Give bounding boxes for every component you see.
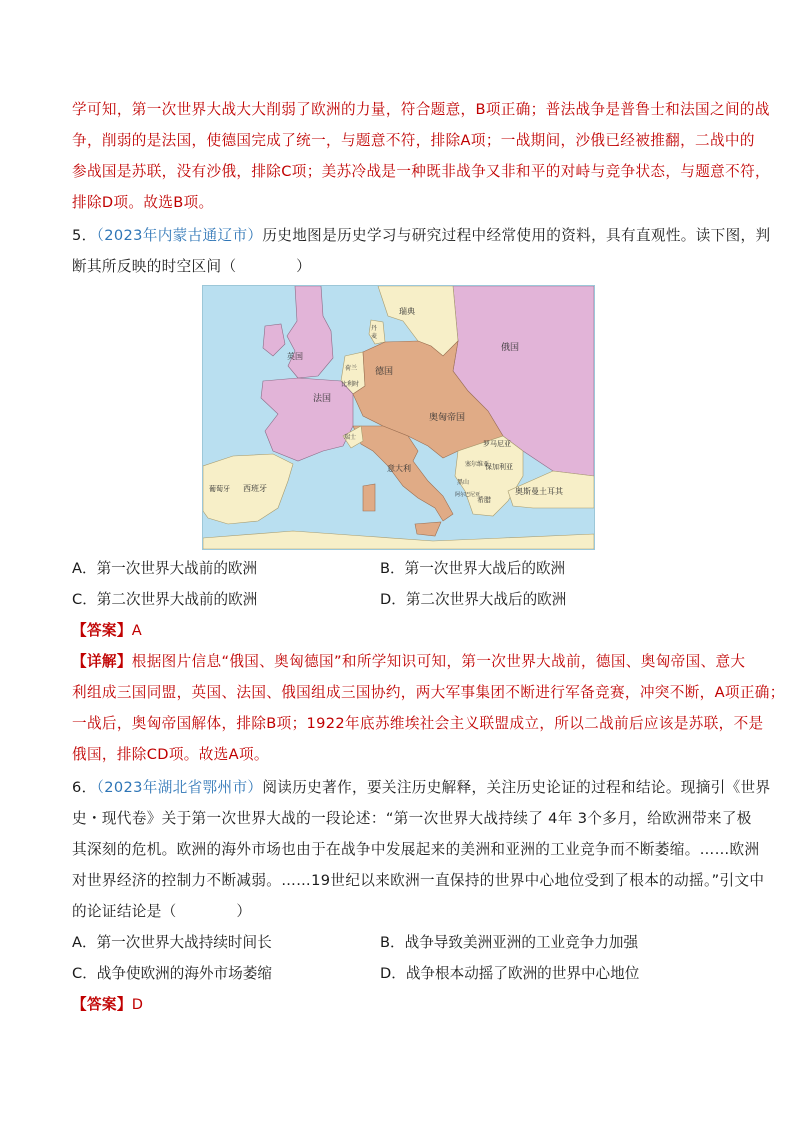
map-label-britain: 英国 <box>287 352 303 361</box>
q5-option-a: A．第一次世界大战前的欧洲 <box>72 560 258 577</box>
question-6-stem-cont: 对世界经济的控制力不断减弱。……19世纪以来欧洲一直保持的世界中心地位受到了根本的动摇。”引文中 <box>72 872 765 889</box>
map-label-netherlands: 荷兰 <box>345 365 358 372</box>
answer-value: A <box>131 622 143 639</box>
question-source: （2023年内蒙古通辽市） <box>96 227 263 244</box>
question-stem-text: 阅读历史著作，要关注历史解释，关注历史论证的过程和结论。现摘引《世界 <box>262 779 771 796</box>
prev-explanation-line: 争，削弱的是法国，使德国完成了统一，与题意不符，排除A项；一战期间，沙俄已经被推翻，二战中的 <box>72 132 755 149</box>
q5-answer <box>72 621 732 641</box>
map-label-bulgaria: 保加利亚 <box>485 463 513 471</box>
map-label-greece: 希腊 <box>477 496 491 504</box>
question-number: 5． <box>72 227 97 244</box>
map-label-ottoman: 奥斯曼土耳其 <box>515 487 563 496</box>
question-source: （2023年湖北省鄂州市） <box>96 779 263 796</box>
question-number: 6． <box>72 779 97 796</box>
q5-detail-line <box>72 652 746 672</box>
q6-option-c: C．战争使欧洲的海外市场萎缩 <box>72 965 272 982</box>
question-6-stem <box>72 778 771 798</box>
map-label-russia: 俄国 <box>501 343 520 353</box>
prev-explanation-line: 参战国是苏联，没有沙俄，排除C项；美苏冷战是一种既非战争又非和平的对峙与竞争状态，与题意不符， <box>72 163 770 180</box>
map-label-denmark-1: 丹 <box>371 325 378 332</box>
answer-tag: 【答案】 <box>72 622 132 639</box>
answer-value: D <box>131 996 144 1013</box>
sardinia-region <box>363 484 375 511</box>
map-label-montenegro: 黑山 <box>457 479 470 486</box>
map-label-italy: 意大利 <box>387 464 411 473</box>
prev-explanation-line: 排除D项。故选B项。 <box>72 194 214 211</box>
map-label-switzerland: 瑞士 <box>344 434 357 441</box>
q5-option-b: B．第一次世界大战后的欧洲 <box>380 560 566 577</box>
detail-tag: 【详解】 <box>72 653 132 670</box>
q5-option-c: C．第二次世界大战前的欧洲 <box>72 591 258 608</box>
question-5-stem-cont: 断其所反映的时空区间（ ） <box>72 258 312 275</box>
map-label-albania: 阿尔巴尼亚 <box>455 492 481 498</box>
q6-answer <box>72 995 732 1015</box>
q6-option-b: B．战争导致美洲亚洲的工业竞争力加强 <box>380 934 639 951</box>
question-6-stem-cont: 其深刻的危机。欧洲的海外市场也由于在战争中发展起来的美洲和亚洲的工业竞争而不断萎缩。……欧洲 <box>72 841 760 858</box>
map-label-portugal: 葡萄牙 <box>209 485 230 493</box>
map-label-denmark-2: 麦 <box>371 333 378 340</box>
question-stem-text: 历史地图是历史学习与研究过程中经常使用的资料，具有直观性。读下图，判 <box>262 227 771 244</box>
q6-option-a: A．第一次世界大战持续时间长 <box>72 934 272 951</box>
answer-tag: 【答案】 <box>72 996 132 1013</box>
question-5-stem <box>72 226 771 246</box>
q5-detail-line: 一战后，奥匈帝国解体，排除B项；1922年底苏维埃社会主义联盟成立，所以二战前后应该是苏联，不是 <box>72 715 764 732</box>
question-6-stem-cont: 的论证结论是（ ） <box>72 903 252 920</box>
map-label-germany: 德国 <box>375 367 394 377</box>
europe-map <box>202 285 595 550</box>
q6-option-d: D．战争根本动摇了欧洲的世界中心地位 <box>380 965 640 982</box>
map-label-serbia: 塞尔维亚 <box>465 461 490 468</box>
q5-detail-line: 俄国，排除CD项。故选A项。 <box>72 746 269 763</box>
map-label-france: 法国 <box>313 394 332 404</box>
prev-explanation-line: 学可知，第一次世界大战大大削弱了欧洲的力量，符合题意，B项正确；普法战争是普鲁士和法国之间的战 <box>72 101 770 118</box>
map-label-romania: 罗马尼亚 <box>483 440 511 448</box>
q5-detail-line: 利组成三国同盟，英国、法国、俄国组成三国协约，两大军事集团不断进行军备竞赛，冲突不断，A项正确； <box>72 684 785 701</box>
map-label-belgium: 比利时 <box>341 381 360 388</box>
detail-text: 根据图片信息“俄国、奥匈德国”和所学知识可知，第一次世界大战前，德国、奥匈帝国、意大 <box>131 653 746 670</box>
map-label-austria-hungary: 奥匈帝国 <box>429 413 466 423</box>
q5-option-d: D．第二次世界大战后的欧洲 <box>380 591 567 608</box>
map-label-sweden: 瑞典 <box>399 307 415 316</box>
question-6-stem-cont: 史・现代卷》关于第一次世界大战的一段论述：“第一次世界大战持续了 4年 3个多月，给欧洲带来了极 <box>72 810 752 827</box>
map-label-spain: 西班牙 <box>243 484 267 493</box>
